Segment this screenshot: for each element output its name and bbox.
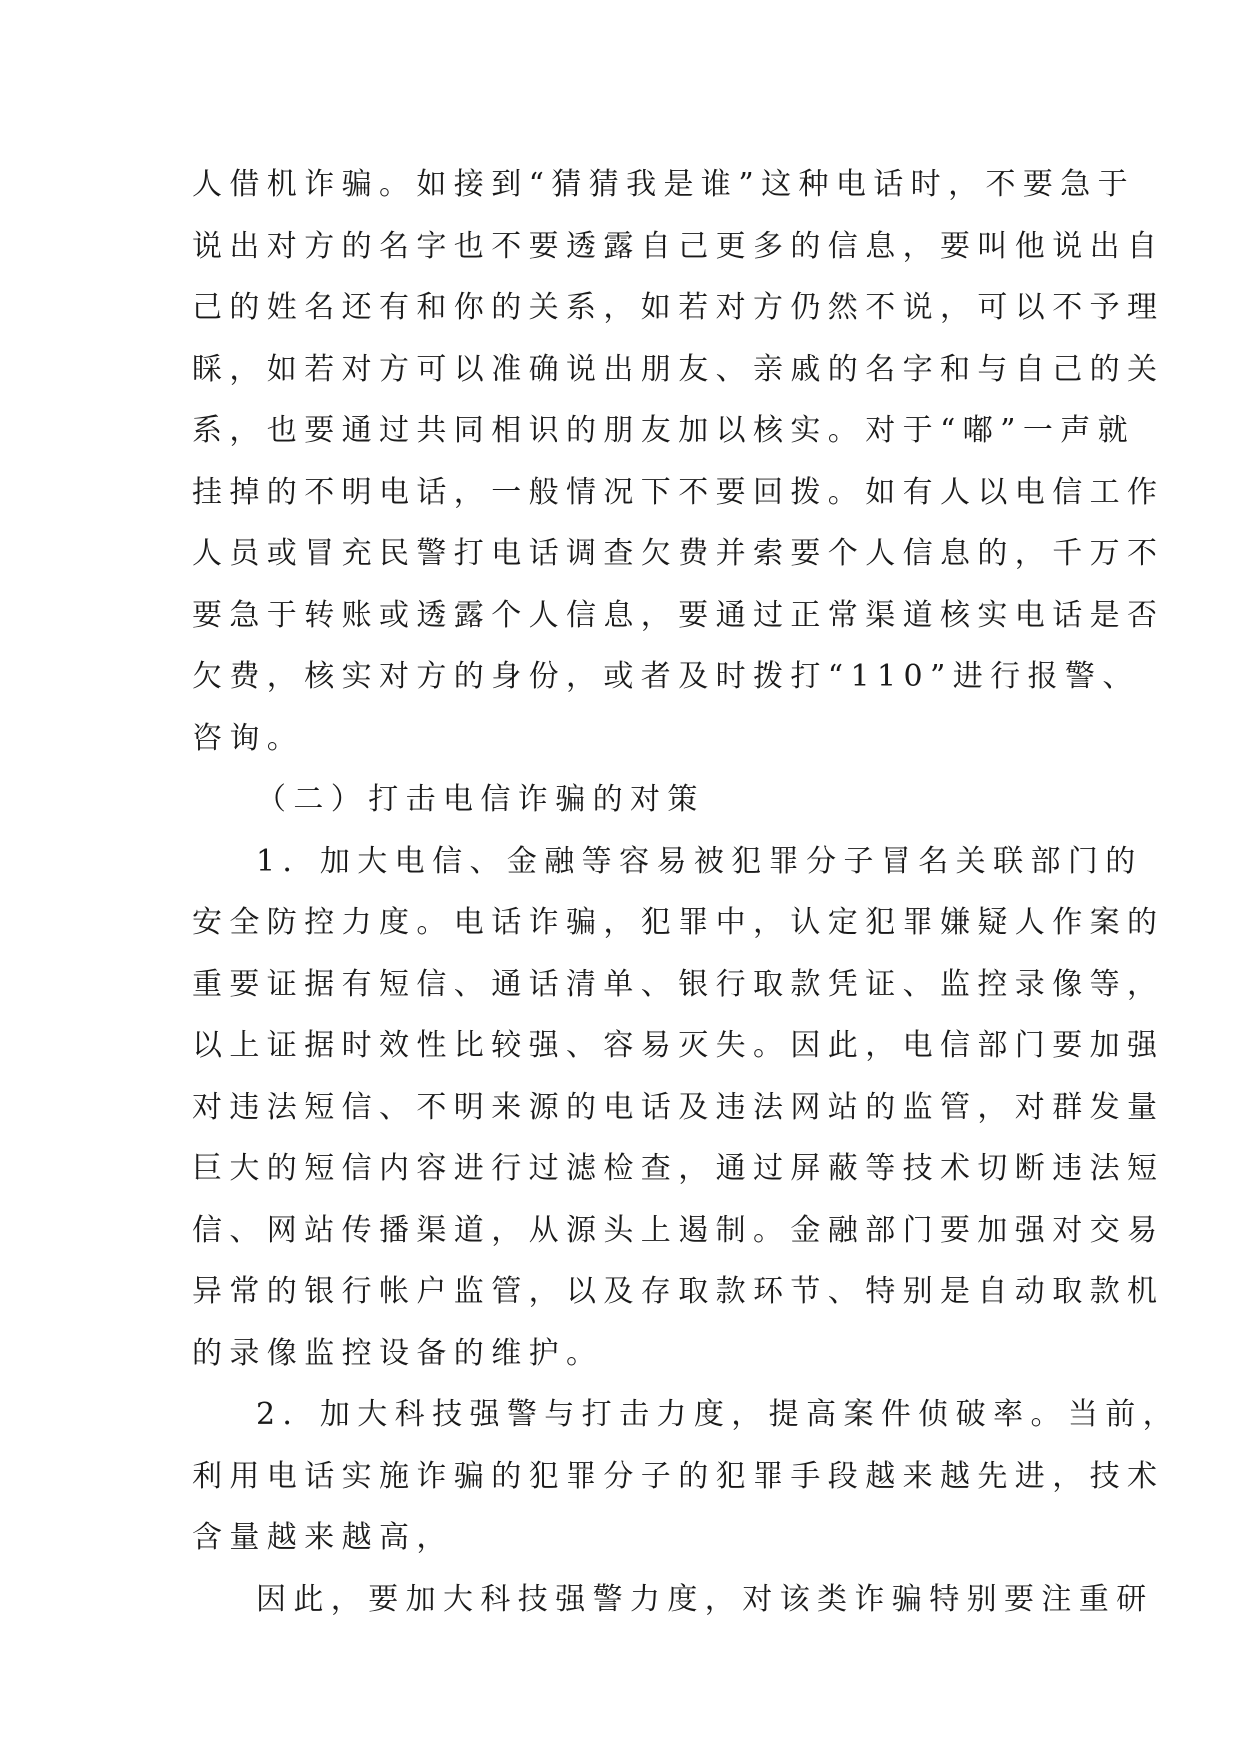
- text-line: 异常的银行帐户监管，以及存取款环节、特别是自动取款机: [192, 1274, 1165, 1309]
- text-line: 睬，如若对方可以准确说出朋友、亲戚的名字和与自己的关: [192, 351, 1165, 387]
- text-line: 信、网站传播渠道，从源头上遏制。金融部门要加强对交易: [192, 1212, 1165, 1248]
- text-line: 的录像监控设备的维护。: [192, 1335, 604, 1371]
- text-line: 以上证据时效性比较强、容易灭失。因此，电信部门要加强: [192, 1028, 1165, 1063]
- text-line: 1．加大电信、金融等容易被犯罪分子冒名关联部门的: [256, 843, 1143, 879]
- document-body: [192, 154, 1181, 1630]
- text-line: 含量越来越高，: [192, 1520, 454, 1555]
- text-line: 咨询。: [192, 720, 305, 756]
- text-line: 安全防控力度。电话诈骗，犯罪中，认定犯罪嫌疑人作案的: [192, 905, 1165, 940]
- text-line: 要急于转账或透露个人信息，要通过正常渠道核实电话是否: [192, 597, 1165, 633]
- text-line: 系，也要通过共同相识的朋友加以核实。对于“嘟”一声就: [192, 413, 1136, 448]
- text-line: 2．加大科技强警与打击力度，提高案件侦破率。当前，: [256, 1397, 1181, 1432]
- section-heading: （二）打击电信诈骗的对策: [256, 782, 705, 817]
- text-line: 挂掉的不明电话，一般情况下不要回拨。如有人以电信工作: [192, 474, 1165, 510]
- text-line: 说出对方的名字也不要透露自己更多的信息，要叫他说出自: [192, 228, 1165, 264]
- text-line: 利用电话实施诈骗的犯罪分子的犯罪手段越来越先进，技术: [192, 1458, 1165, 1494]
- text-line: 重要证据有短信、通话清单、银行取款凭证、监控录像等，: [192, 966, 1165, 1002]
- text-line: 巨大的短信内容进行过滤检查，通过屏蔽等技术切断违法短: [192, 1151, 1165, 1186]
- text-line: 人员或冒充民警打电话调查欠费并索要个人信息的，千万不: [192, 536, 1165, 571]
- text-line: 己的姓名还有和你的关系，如若对方仍然不说，可以不予理: [192, 290, 1165, 325]
- text-line: 因此，要加大科技强警力度，对该类诈骗特别要注重研: [256, 1581, 1154, 1617]
- text-line: 对违法短信、不明来源的电话及违法网站的监管，对群发量: [192, 1089, 1165, 1125]
- text-line: 人借机诈骗。如接到“猜猜我是谁”这种电话时，不要急于: [192, 167, 1136, 202]
- text-line: 欠费，核实对方的身份，或者及时拨打“110”进行报警、: [192, 659, 1140, 694]
